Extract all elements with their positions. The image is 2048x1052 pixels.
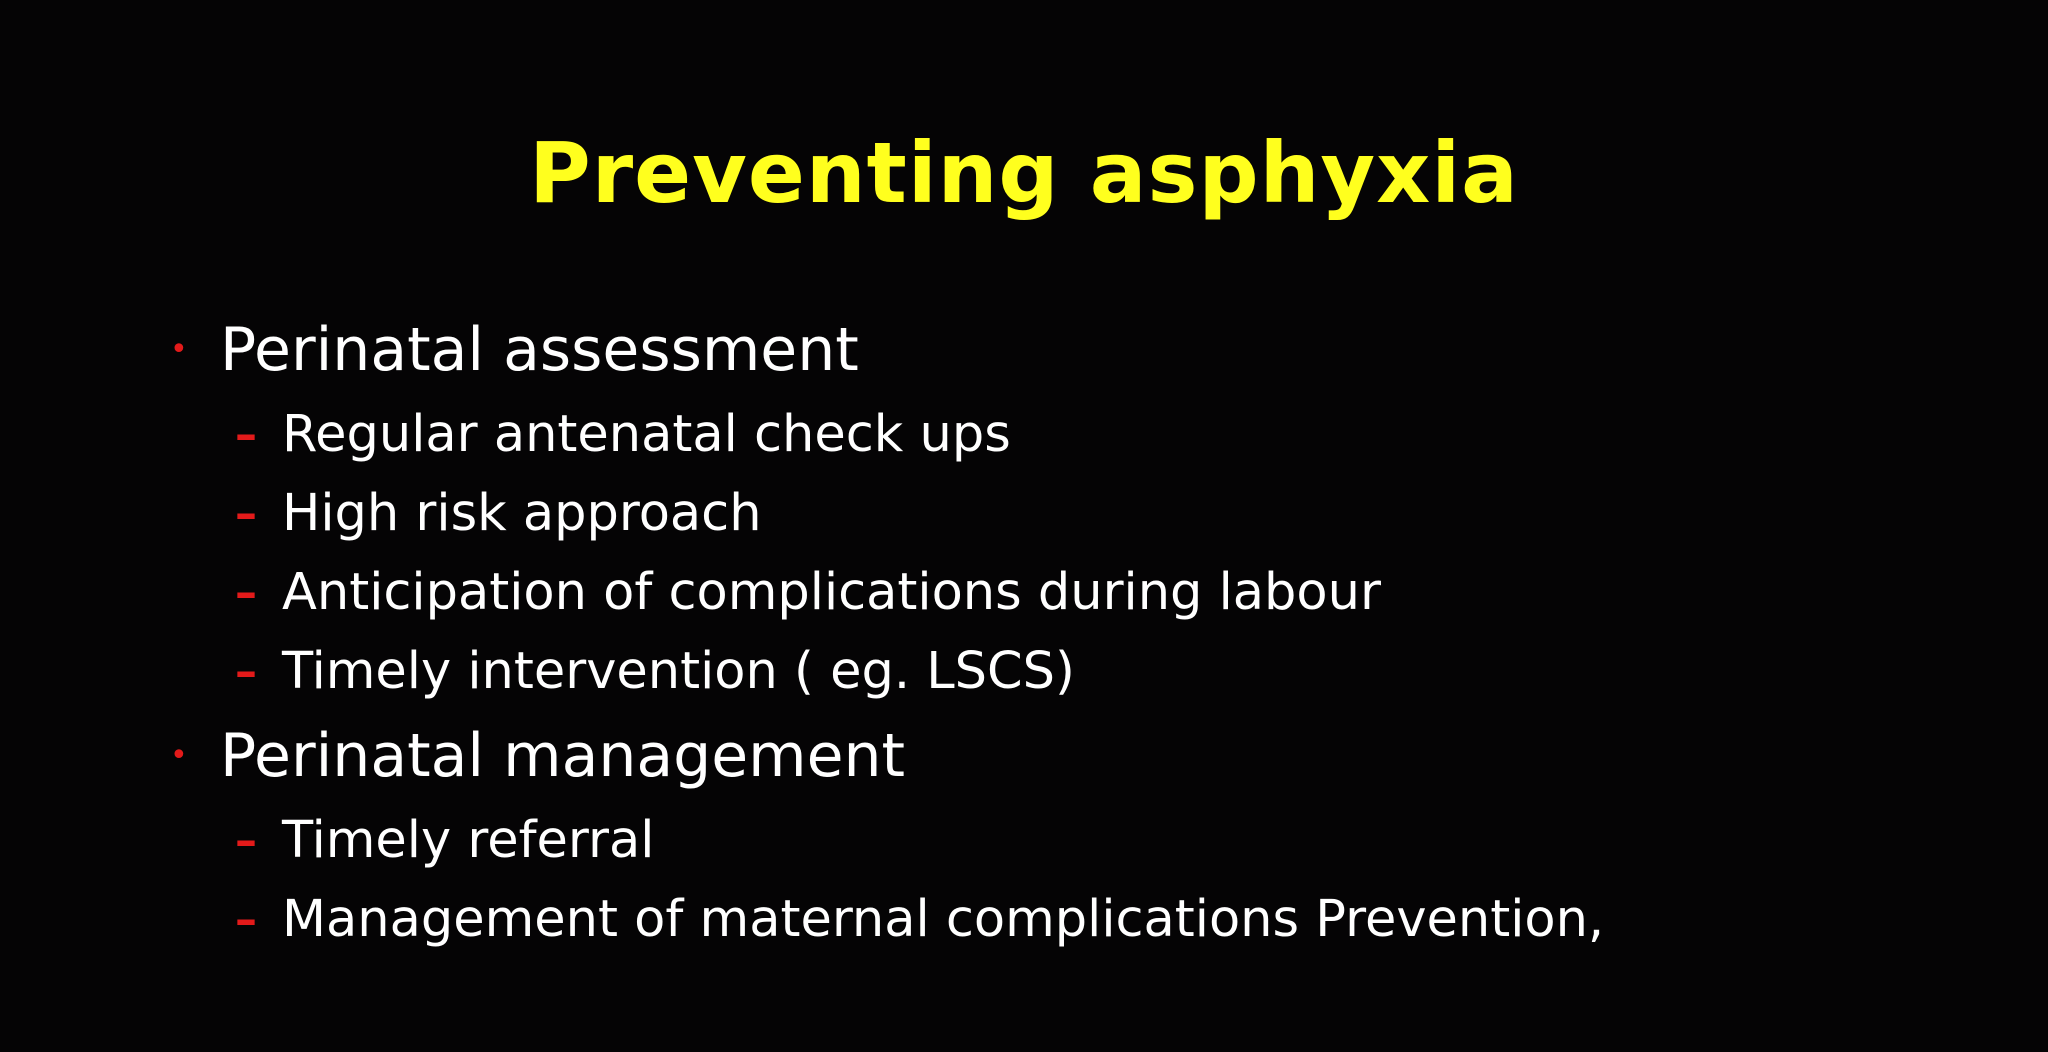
dash-marker: –: [235, 646, 257, 697]
sub-bullet-text: Management of maternal complications Prevention,: [282, 890, 1605, 949]
sub-bullet-text: High risk approach: [282, 484, 762, 543]
sub-bullet-item: [235, 806, 654, 876]
dash-marker: –: [235, 567, 257, 618]
dash-marker: –: [235, 894, 257, 945]
sub-bullet-item: [235, 479, 762, 549]
sub-bullet-text: Regular antenatal check ups: [282, 405, 1011, 464]
sub-bullet-text: Timely referral: [282, 811, 655, 870]
slide-title: Preventing asphyxia: [529, 124, 1519, 222]
bullet-text: Perinatal management: [220, 721, 906, 791]
sub-bullet-item: [235, 637, 1075, 707]
sub-bullet-item: [235, 558, 1381, 628]
bullet-item: [170, 716, 905, 796]
dash-marker: –: [235, 815, 257, 866]
sub-bullet-text: Anticipation of complications during labour: [282, 563, 1381, 622]
bullet-marker: •: [170, 332, 188, 367]
dash-marker: –: [235, 488, 257, 539]
bullet-item: [170, 310, 859, 390]
sub-bullet-item: [235, 885, 1604, 955]
sub-bullet-item: [235, 400, 1011, 470]
sub-bullet-text: Timely intervention ( eg. LSCS): [282, 642, 1075, 701]
bullet-marker: •: [170, 738, 188, 773]
bullet-text: Perinatal assessment: [220, 315, 859, 385]
dash-marker: –: [235, 409, 257, 460]
